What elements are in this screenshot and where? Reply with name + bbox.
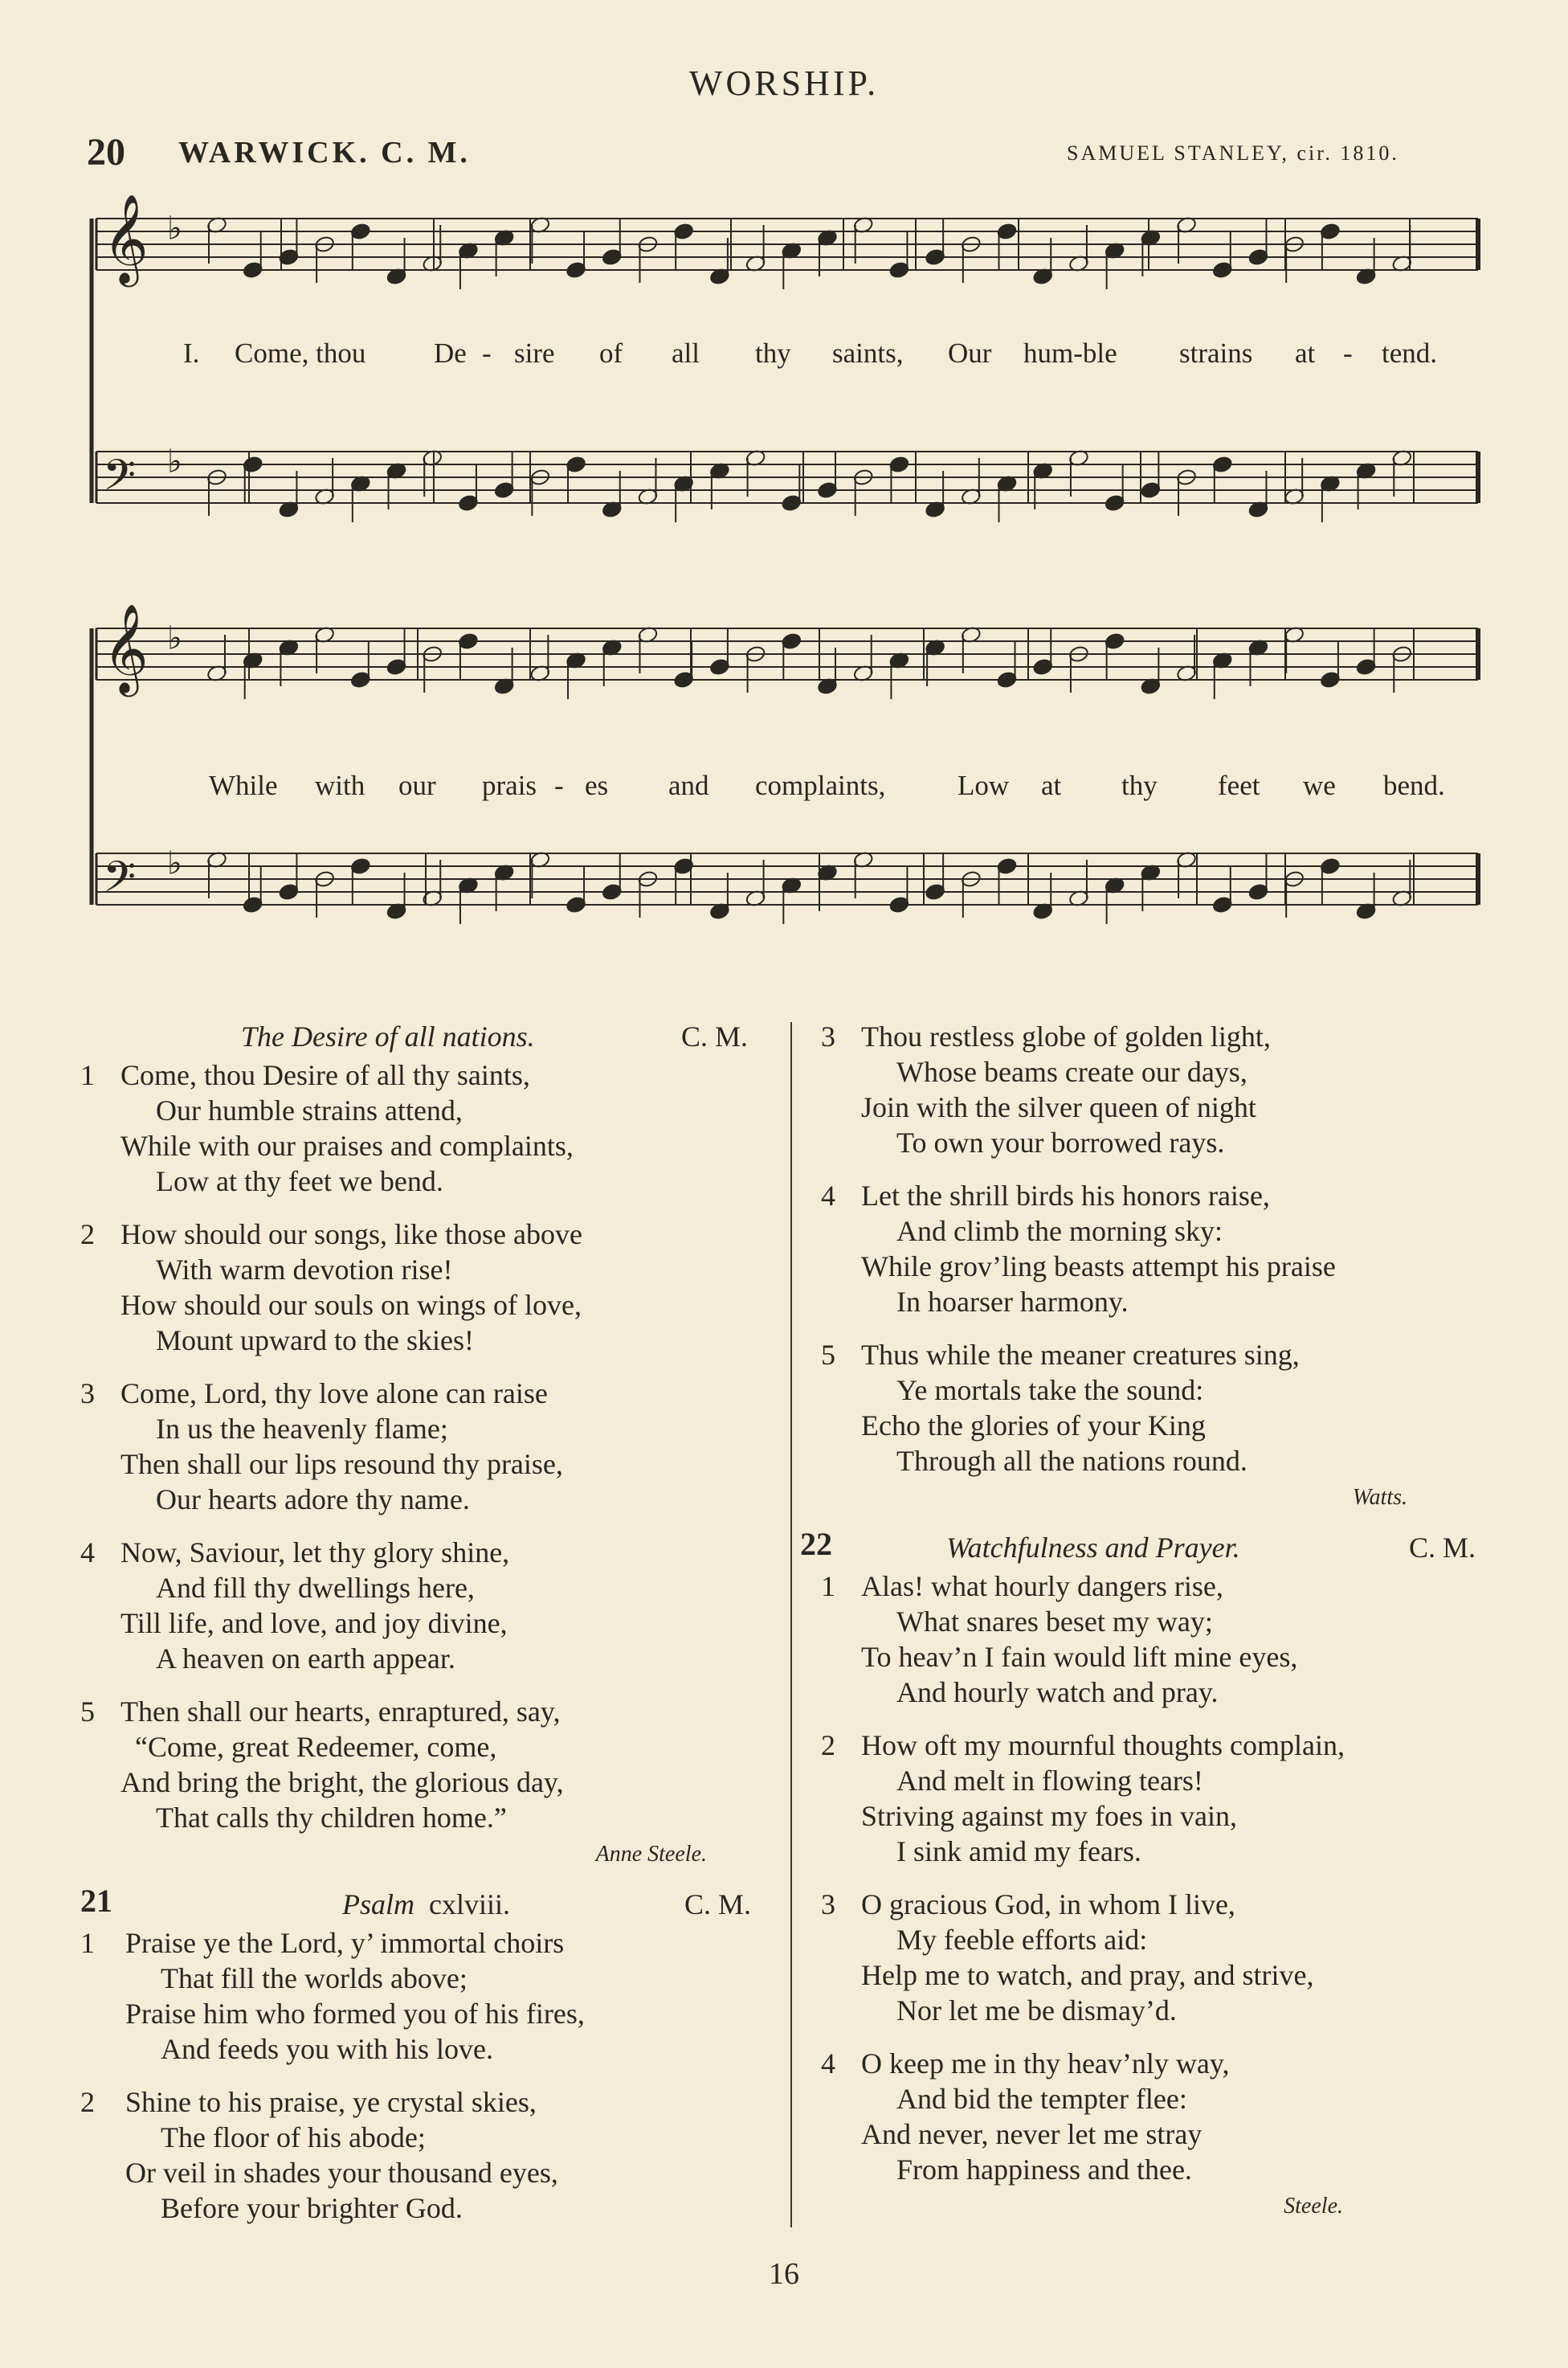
verse-line: What snares beset my way;	[896, 1605, 1213, 1638]
lyric-word: with	[315, 770, 365, 801]
lyric-word: Low	[958, 770, 1010, 801]
lyric-word: hum-ble	[1023, 337, 1117, 369]
verse-number: 2	[821, 1729, 835, 1761]
verse-line: That calls thy children home.”	[156, 1802, 507, 1834]
verse	[80, 1217, 771, 1358]
verse-line: That fill the worlds above;	[161, 1962, 468, 1994]
verse-line: Shine to his praise, ye crystal skies,	[125, 2086, 537, 2118]
lyric-word: -	[1343, 337, 1353, 369]
verse-line: From happiness and thee.	[896, 2153, 1192, 2186]
verse-line: Or veil in shades your thousand eyes,	[125, 2157, 558, 2189]
flat-icon: ♭	[167, 443, 182, 481]
verse-line: Till life, and love, and joy divine,	[120, 1607, 508, 1639]
verse-number: 1	[821, 1570, 835, 1602]
verse-line: Now, Saviour, let thy glory shine,	[120, 1536, 510, 1568]
hymn-number: 21	[80, 1883, 112, 1919]
verse-line: Come, thou Desire of all thy saints,	[120, 1059, 530, 1091]
verse	[821, 1728, 1512, 1869]
verse-line: While with our praises and complaints,	[120, 1130, 574, 1162]
lyric-word: thy	[755, 337, 791, 369]
verse-line: Then shall our hearts, enraptured, say,	[120, 1695, 561, 1728]
verse-line: The floor of his abode;	[161, 2121, 426, 2153]
lyric-word: sire	[514, 337, 555, 369]
lyric-word: at	[1041, 770, 1062, 801]
treble-clef-icon: 𝄞	[103, 193, 149, 284]
verse	[80, 1376, 771, 1517]
verse-line: Then shall our lips resound thy praise,	[120, 1448, 563, 1480]
verse-line: Thus while the meaner creatures sing,	[861, 1339, 1300, 1371]
verse-line: Let the shrill birds his honors raise,	[861, 1180, 1270, 1212]
verse-line: Through all the nations round.	[896, 1445, 1247, 1477]
hymn-author: Watts.	[1352, 1485, 1407, 1510]
lyric-word: prais	[482, 770, 537, 801]
verse-line: How oft my mournful thoughts complain,	[861, 1729, 1345, 1761]
verse-line: Before your brighter God.	[161, 2192, 463, 2224]
verse-number: 4	[80, 1536, 95, 1568]
verse-line: And melt in flowing tears!	[896, 1765, 1203, 1797]
verse-line: “Come, great Redeemer, come,	[135, 1731, 497, 1763]
verse-line: Praise him who formed you of his fires,	[125, 1998, 585, 2030]
verse-line: In us the heavenly flame;	[156, 1413, 448, 1445]
hymn-meter: C. M.	[681, 1020, 749, 1053]
verse	[821, 1887, 1512, 2028]
lyric-word: While	[209, 770, 278, 801]
verse-line: How should our souls on wings of love,	[120, 1289, 582, 1321]
verse-number: 3	[821, 1888, 835, 1920]
verse-line: Ye mortals take the sound:	[896, 1374, 1204, 1406]
verse	[80, 1925, 771, 2067]
treble-clef-icon: 𝄞	[103, 603, 149, 693]
hymn-title: Watchfulness and Prayer.	[946, 1532, 1240, 1564]
verse	[80, 1535, 771, 1676]
verse-line: Echo the glories of your King	[861, 1409, 1206, 1442]
hymn-title: The Desire of all nations.	[241, 1020, 535, 1053]
verse-line: Our hearts adore thy name.	[156, 1483, 470, 1515]
verse	[821, 1178, 1512, 1319]
lyric-word: of	[599, 337, 623, 369]
verse-number: 1	[80, 1059, 95, 1091]
lyric-word: complaints,	[755, 770, 886, 801]
music-score	[80, 153, 1494, 972]
lyric-word: at	[1295, 337, 1316, 369]
verse-line: And fill thy dwellings here,	[156, 1572, 475, 1604]
verse-line: Striving against my foes in vain,	[861, 1800, 1237, 1832]
verse-line: O gracious God, in whom I live,	[861, 1888, 1235, 1920]
hymn-22-header	[800, 1526, 1512, 1568]
bass-clef-icon: 𝄢	[103, 451, 137, 511]
lyric-word: strains	[1179, 337, 1253, 369]
verse-number: 3	[821, 1020, 835, 1053]
lyric-word: and	[668, 770, 709, 801]
page-header: WORSHIP.	[688, 63, 880, 103]
hymn-20-header	[80, 1019, 771, 1057]
verse-line: Help me to watch, and pray, and strive,	[861, 1959, 1314, 1991]
flat-icon: ♭	[167, 210, 182, 247]
verse	[80, 1694, 771, 1835]
lyric-word: Our	[948, 337, 992, 369]
verse	[80, 1057, 771, 1199]
hymn-21-header	[80, 1883, 771, 1925]
lyric-word: -	[554, 770, 564, 801]
verse	[821, 1337, 1512, 1478]
lyric-word: saints,	[832, 337, 904, 369]
verse-line: And bring the bright, the glorious day,	[120, 1766, 564, 1798]
lyric-word: Come, thou	[235, 337, 366, 369]
lyric-word: I.	[183, 337, 200, 369]
lyric-word: es	[585, 770, 609, 801]
tune-composer: SAMUEL STANLEY, cir. 1810.	[1067, 141, 1399, 165]
verse-line: And hourly watch and pray.	[896, 1676, 1219, 1708]
lyric-word: -	[482, 337, 492, 369]
verse-line: Come, Lord, thy love alone can raise	[120, 1377, 548, 1409]
right-column	[800, 1019, 1512, 2224]
lyric-word: tend.	[1382, 337, 1438, 369]
verse-line: With warm devotion rise!	[156, 1254, 453, 1286]
verse-line: To own your borrowed rays.	[896, 1127, 1225, 1159]
verse-line: To heav’n I fain would lift mine eyes,	[861, 1641, 1298, 1673]
lyric-word: our	[398, 770, 436, 801]
verse-line: And feeds you with his love.	[161, 2033, 493, 2065]
bass-clef-icon: 𝄢	[103, 853, 137, 913]
lyric-word: thy	[1121, 770, 1158, 801]
hymn-meter: C. M.	[1409, 1532, 1476, 1564]
verse-number: 5	[80, 1695, 95, 1728]
hymn-meter: C. M.	[684, 1888, 752, 1920]
verse-line: Praise ye the Lord, y’ immortal choirs	[125, 1927, 565, 1959]
verse-number: 3	[80, 1377, 95, 1409]
hymn-author: Anne Steele.	[595, 1842, 707, 1867]
lyric-word: we	[1303, 770, 1336, 801]
verse-line: In hoarser harmony.	[896, 1286, 1129, 1318]
hymn-author: Steele.	[1284, 2194, 1343, 2219]
tune-name: WARWICK. C. M.	[178, 136, 471, 170]
verse-number: 4	[821, 1180, 835, 1212]
verse-line: And climb the morning sky:	[896, 1215, 1223, 1247]
lyric-word: feet	[1218, 770, 1260, 801]
lyric-word: all	[672, 337, 700, 369]
left-column	[80, 1019, 771, 2243]
verse-line: While grov’ling beasts attempt his praise	[861, 1250, 1336, 1282]
flat-icon: ♭	[167, 845, 182, 882]
verse	[821, 1019, 1512, 1160]
page-number: 16	[769, 2257, 799, 2291]
verse-line: Nor let me be dismay’d.	[896, 1994, 1177, 2027]
verse-line: Low at thy feet we bend.	[156, 1165, 443, 1197]
verse-line: How should our songs, like those above	[120, 1218, 582, 1250]
verse	[821, 2046, 1512, 2187]
verse-number: 2	[80, 1218, 95, 1250]
verse-line: My feeble efforts aid:	[896, 1924, 1148, 1956]
verse-line: Thou restless globe of golden light,	[861, 1020, 1271, 1053]
verse-line: Alas! what hourly dangers rise,	[861, 1570, 1223, 1602]
tune-number: 20	[87, 131, 125, 174]
hymn-number: 22	[800, 1526, 832, 1562]
hymn-title-rest: cxlviii.	[429, 1888, 510, 1920]
column-divider	[790, 1022, 792, 2227]
verse-line: Our humble strains attend,	[156, 1094, 463, 1127]
verse	[821, 1568, 1512, 1710]
verse-number: 5	[821, 1339, 835, 1371]
verse-number: 1	[80, 1927, 95, 1959]
verse-line: O keep me in thy heav’nly way,	[861, 2047, 1230, 2080]
verse-number: 4	[821, 2047, 835, 2080]
verse-line: And bid the tempter flee:	[896, 2083, 1187, 2115]
verse	[80, 2084, 771, 2226]
verse-line: Mount upward to the skies!	[156, 1324, 474, 1356]
verse-line: A heaven on earth appear.	[156, 1642, 455, 1675]
verse-line: Whose beams create our days,	[896, 1056, 1247, 1088]
flat-icon: ♭	[167, 620, 182, 657]
verse-line: And never, never let me stray	[861, 2118, 1203, 2150]
hymn-title: Psalm	[342, 1888, 414, 1920]
verse-number: 2	[80, 2086, 95, 2118]
lyric-word: bend.	[1383, 770, 1445, 801]
lyric-word: De	[434, 337, 467, 369]
verse-line: I sink amid my fears.	[896, 1835, 1141, 1867]
verse-line: Join with the silver queen of night	[861, 1091, 1256, 1123]
